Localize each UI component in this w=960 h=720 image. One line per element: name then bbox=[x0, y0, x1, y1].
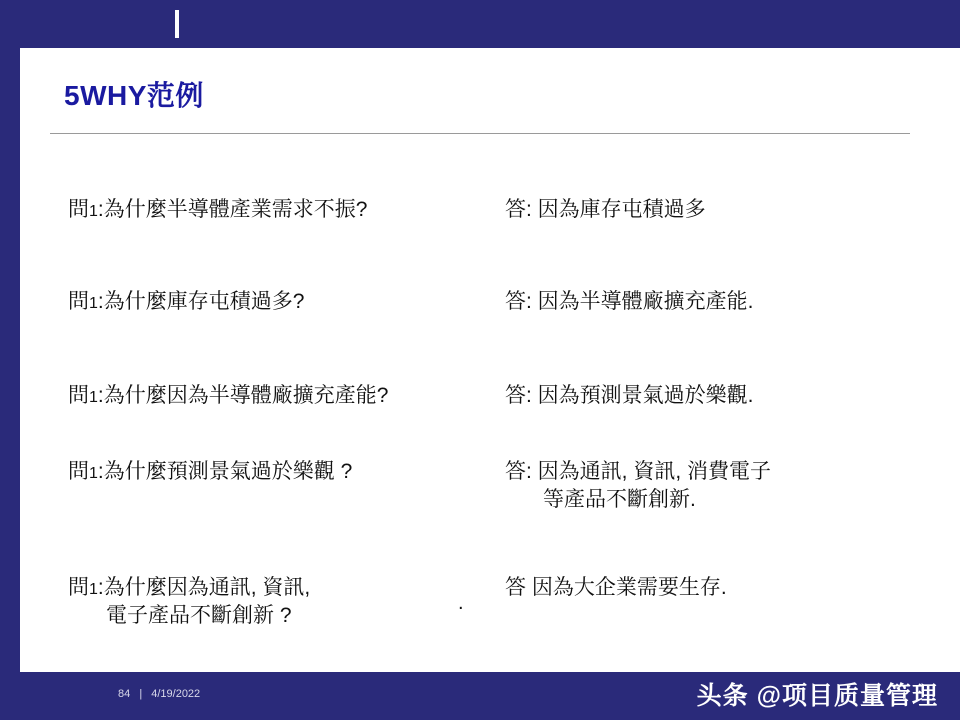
qa-row bbox=[0, 382, 960, 434]
answer-text: 答: 因為庫存屯積過多 bbox=[505, 198, 706, 221]
qa-row bbox=[0, 196, 960, 264]
answer-text: 答: 因為半導體廠擴充產能. bbox=[505, 290, 754, 313]
watermark bbox=[697, 676, 938, 712]
question-number: 1 bbox=[89, 203, 98, 220]
question-label: 問 bbox=[68, 198, 89, 221]
toutiao-logo: 头条 bbox=[696, 682, 749, 710]
footer-separator: | bbox=[139, 688, 143, 700]
question-number: 1 bbox=[89, 295, 98, 312]
question-cell bbox=[68, 574, 488, 629]
page-number: 84 bbox=[118, 688, 131, 700]
question-label: 問 bbox=[68, 576, 89, 599]
question-number: 1 bbox=[89, 389, 98, 406]
answer-cell bbox=[505, 288, 925, 316]
qa-row bbox=[0, 288, 960, 358]
question-number: 1 bbox=[89, 465, 98, 482]
question-text: :為什麼半導體產業需求不振? bbox=[97, 198, 368, 221]
qa-list bbox=[0, 196, 960, 678]
question-text: :為什麼庫存屯積過多? bbox=[97, 290, 305, 313]
answer-cell bbox=[505, 574, 925, 602]
top-navy-bar bbox=[0, 0, 960, 48]
question-label: 問 bbox=[68, 384, 89, 407]
footer-date: 4/19/2022 bbox=[151, 688, 201, 700]
answer-cell bbox=[505, 382, 925, 410]
answer-cell bbox=[505, 458, 925, 513]
title-divider bbox=[50, 133, 910, 134]
stray-period-mark: . bbox=[458, 592, 464, 614]
answer-cell bbox=[505, 196, 925, 224]
question-cell bbox=[68, 382, 488, 410]
question-number: 1 bbox=[89, 581, 98, 598]
question-text-line2: 電子產品不斷創新 ? bbox=[106, 603, 292, 627]
page-title: 5WHY范例 bbox=[64, 80, 204, 111]
question-label: 問 bbox=[68, 460, 89, 483]
question-cell bbox=[68, 458, 488, 486]
top-bar-tick-mark bbox=[175, 10, 179, 38]
qa-row bbox=[0, 574, 960, 654]
question-text: :為什麼預測景氣過於樂觀 ? bbox=[97, 460, 353, 483]
question-cell bbox=[68, 288, 488, 316]
answer-text: 答: 因為預測景氣過於樂觀. bbox=[505, 384, 754, 407]
qa-row bbox=[0, 458, 960, 550]
watermark-account-name: @项目质量管理 bbox=[756, 682, 938, 710]
answer-text: 答: 因為通訊, 資訊, 消費電子 bbox=[505, 460, 772, 483]
footer-meta bbox=[118, 688, 200, 700]
question-text: :為什麼因為通訊, 資訊, bbox=[97, 576, 311, 599]
answer-text: 答 因為大企業需要生存. bbox=[505, 576, 727, 599]
question-label: 問 bbox=[68, 290, 89, 313]
question-cell bbox=[68, 196, 488, 224]
question-text: :為什麼因為半導體廠擴充產能? bbox=[97, 384, 389, 407]
answer-text-line2: 等產品不斷創新. bbox=[543, 487, 696, 511]
